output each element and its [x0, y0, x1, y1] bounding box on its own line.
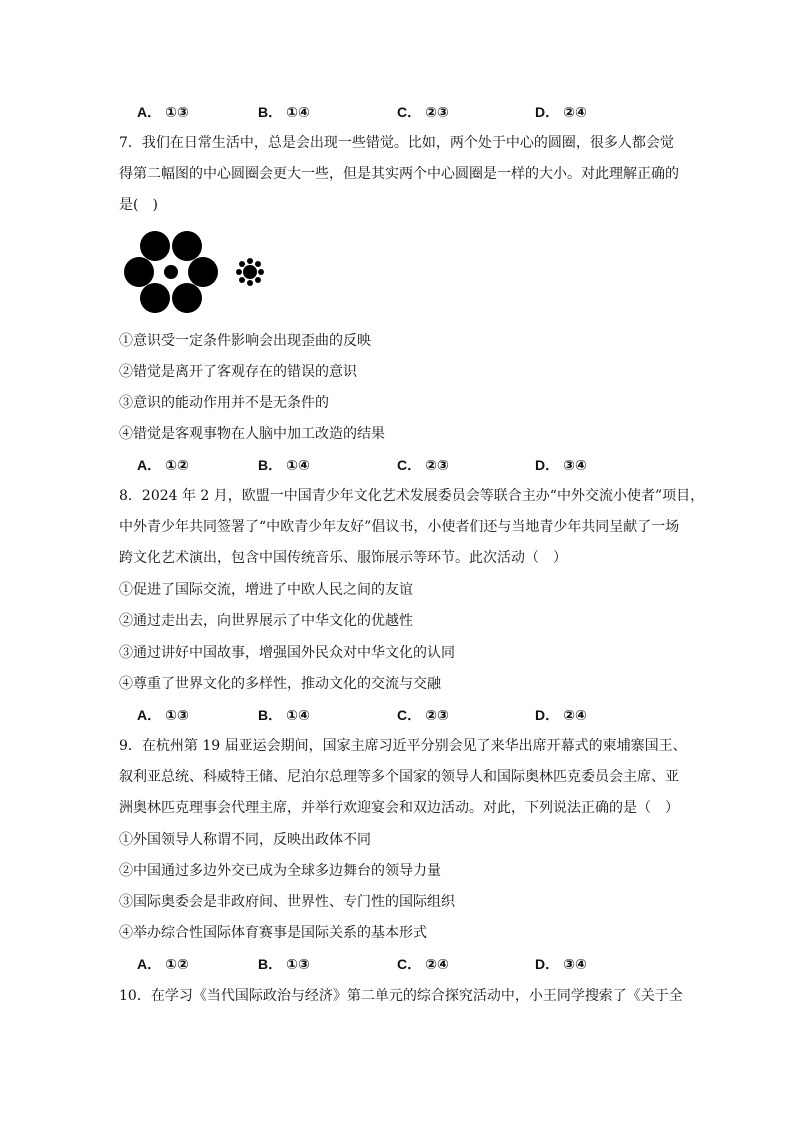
q9-option-d[interactable]: D． ③④ — [535, 956, 587, 973]
q7-stem-line-3: 是( ) — [119, 197, 158, 213]
q7-option-a[interactable]: A． ①② — [137, 457, 189, 474]
large-circles-group — [124, 231, 218, 313]
outer-circle — [124, 257, 154, 287]
q9-item-4: ④举办综合性国际体育赛事是国际关系的基本形式 — [119, 925, 427, 941]
q6-option-c[interactable]: C． ②③ — [397, 104, 449, 121]
q8-item-3: ③通过讲好中国故事，增强国外民众对中华文化的认同 — [119, 645, 455, 661]
q9-stem-line-1: 9．在杭州第 19 届亚运会期间，国家主席习近平分别会见了来华出席开幕式的柬埔寨国王、 — [119, 738, 687, 754]
outer-circle — [172, 231, 202, 261]
q9-option-b[interactable]: B． ①③ — [258, 956, 310, 973]
q9-stem-line-3: 洲奥林匹克理事会代理主席，并举行欢迎宴会和双边活动。对此，下列说法正确的是（ ） — [119, 800, 679, 816]
q8-option-a[interactable]: A． ①③ — [137, 707, 189, 724]
q7-item-4: ④错觉是客观事物在人脑中加工改造的结果 — [119, 426, 385, 442]
outer-circle — [140, 283, 170, 313]
q8-stem-line-1: 8．2024 年 2 月，欧盟一中国青少年文化艺术发展委员会等联合主办“中外交流小使者”项目， — [119, 488, 705, 504]
q7-stem-line-1: 7．我们在日常生活中，总是会出现一些错觉。比如，两个处于中心的圆圈，很多人都会觉 — [119, 135, 674, 151]
q6-options — [137, 102, 697, 122]
q7-stem-line-2: 得第二幅图的中心圆圈会更大一些，但是其实两个中心圆圈是一样的大小。对此理解正确的 — [119, 166, 679, 182]
small-circles-group — [236, 258, 264, 286]
outer-circle — [188, 257, 218, 287]
q9-item-2: ②中国通过多边外交已成为全球多边舞台的领导力量 — [119, 863, 441, 879]
q8-item-2: ②通过走出去，向世界展示了中华文化的优越性 — [119, 613, 413, 629]
q8-item-1: ①促进了国际交流，增进了中欧人民之间的友谊 — [119, 582, 413, 598]
q9-item-3: ③国际奥委会是非政府间、世界性、专门性的国际组织 — [119, 894, 455, 910]
q8-item-4: ④尊重了世界文化的多样性，推动文化的交流与交融 — [119, 676, 441, 692]
q7-item-2: ②错觉是离开了客观存在的错误的意识 — [119, 364, 357, 380]
satellite-circle — [247, 258, 253, 264]
q7-item-3: ③意识的能动作用并不是无条件的 — [119, 395, 329, 411]
q9-option-a[interactable]: A． ①② — [137, 956, 189, 973]
q9-options — [137, 954, 697, 974]
satellite-circle — [255, 261, 261, 267]
q8-stem-line-3: 跨文化艺术演出，包含中国传统音乐、服饰展示等环节。此次活动（ ） — [119, 550, 567, 566]
q6-option-d[interactable]: D． ②④ — [535, 104, 587, 121]
q7-option-b[interactable]: B． ①④ — [258, 457, 310, 474]
q8-option-d[interactable]: D． ②④ — [535, 707, 587, 724]
q8-option-b[interactable]: B． ①④ — [258, 707, 310, 724]
q10-stem-line-1: 10．在学习《当代国际政治与经济》第二单元的综合探究活动中，小王同学搜索了《关于全 — [119, 988, 683, 1004]
q8-option-c[interactable]: C． ②③ — [397, 707, 449, 724]
q7-option-c[interactable]: C． ②③ — [397, 457, 449, 474]
q6-option-b[interactable]: B． ①④ — [258, 104, 310, 121]
q7-option-d[interactable]: D． ③④ — [535, 457, 587, 474]
satellite-circle — [255, 277, 261, 283]
center-circle-right — [243, 265, 257, 279]
q8-options — [137, 705, 697, 725]
satellite-circle — [239, 277, 245, 283]
satellite-circle — [247, 280, 253, 286]
q9-option-c[interactable]: C． ②④ — [397, 956, 449, 973]
q9-stem-line-2: 叙利亚总统、科威特王储、尼泊尔总理等多个国家的领导人和国际奥林匹克委员会主席、亚 — [119, 769, 679, 785]
outer-circle — [140, 231, 170, 261]
center-circle-left — [164, 265, 178, 279]
q6-option-a[interactable]: A． ①③ — [137, 104, 189, 121]
q8-stem-line-2: 中外青少年共同签署了“中欧青少年友好”倡议书，小使者们还与当地青少年共同呈献了一场 — [119, 519, 680, 535]
satellite-circle — [236, 269, 242, 275]
satellite-circle — [239, 261, 245, 267]
satellite-circle — [258, 269, 264, 275]
optical-illusion-figure — [120, 226, 280, 318]
q9-item-1: ①外国领导人称谓不同，反映出政体不同 — [119, 832, 371, 848]
q7-item-1: ①意识受一定条件影响会出现歪曲的反映 — [119, 333, 371, 349]
outer-circle — [172, 283, 202, 313]
q7-options — [137, 455, 697, 475]
